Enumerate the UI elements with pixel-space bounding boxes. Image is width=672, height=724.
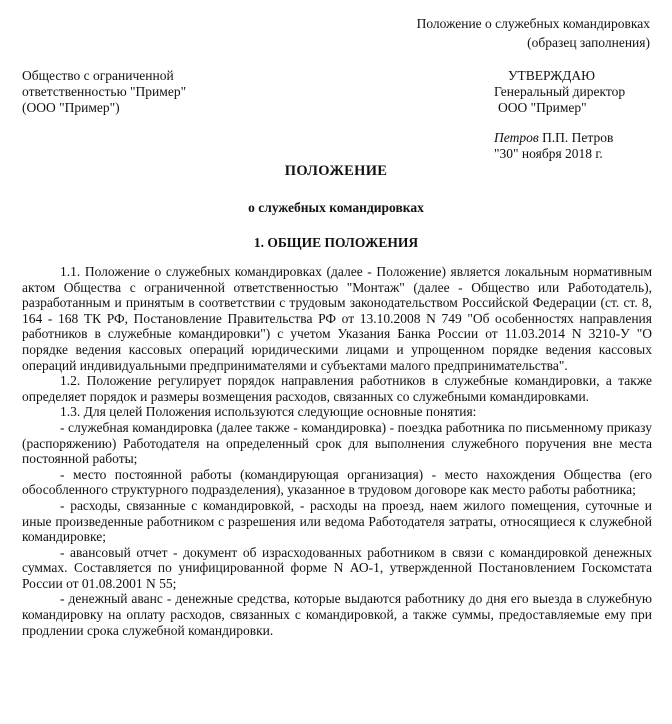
organization-line2: ответственностью "Пример": [22, 84, 187, 99]
section-1-title: 1. ОБЩИЕ ПОЛОЖЕНИЯ: [253, 235, 419, 250]
definition-cash-advance: - денежный аванс - денежные средства, которые выдаются работнику до дня его выезда в служебную командировку на оплату расходов, связанных с командировкой, а также суммы, предоставляемые ему при продлении срока служебной командировки.: [22, 591, 652, 638]
approval-position: Генеральный директор: [494, 84, 626, 99]
organization-line1: Общество с ограниченной: [22, 68, 174, 83]
document-title: ПОЛОЖЕНИЕ: [284, 163, 388, 179]
definition-business-trip: - служебная командировка (далее также - командировка) - поездка работника по письменному приказу (распоряжению) Работодателя на определенный срок для выполнения служебного поручения вне места постоянной работы;: [22, 419, 652, 467]
signatory-name: П.П. Петров: [542, 130, 614, 145]
document-reference-line1: Положение о служебных командировках: [416, 16, 650, 31]
document-reference: [417, 14, 650, 52]
signature-block: [494, 130, 613, 162]
organization-line3: (ООО "Пример"): [22, 100, 120, 115]
approval-block: [494, 68, 625, 116]
paragraph-1-3: 1.3. Для целей Положения используются следующие основные понятия:: [60, 404, 477, 420]
handwritten-signature: Петров: [494, 130, 539, 145]
definition-trip-expenses: - расходы, связанные с командировкой, - расходы на проезд, наем жилого помещения, суточные и иные произведенные работником с разрешения или ведома Работодателя затраты, относящиеся к служебной командировке;: [22, 497, 652, 545]
document-subtitle: о служебных командировках: [248, 200, 424, 215]
definition-permanent-workplace: - место постоянной работы (командирующая организация) - место нахождения Общества (его обособленного структурного подразделения), указанное в трудовом договоре как место работы работника;: [22, 466, 652, 498]
document-body: [22, 264, 652, 638]
signature-line: [494, 130, 613, 146]
approval-org: ООО "Пример": [498, 100, 587, 115]
definition-advance-report: - авансовый отчет - документ об израсходованных работником в связи с командировкой денежных суммах. Составляется по унифицированной форме N АО-1, утвержденной Постановлением Госкомстата России от 01.08.2001 N 55;: [22, 544, 652, 591]
approval-date: "30" ноября 2018 г.: [494, 146, 603, 161]
paragraph-1-1: 1.1. Положение о служебных командировках (далее - Положение) является локальным нормативным актом Общества с ограниченной ответственностью "Монтаж" (далее - Общество или Работодатель), разработанным и принятым в соответствии с трудовым законодательством Российской Федерации (ст. ст. 8, 164 - 168 ТК РФ, Постановление Правительства РФ от 13.10.2008 N 749 "Об особенностях направления работников в служебные командировки") с учетом Указания Банка России от 11.03.2014 N 3210-У "О порядке ведения кассовых операций юридическими лицами и упрощенном порядке ведения кассовых операций индивидуальными предпринимателями и субъектами малого предпринимательства".: [22, 264, 652, 373]
organization-block: [22, 68, 186, 116]
paragraph-1-2: 1.2. Положение регулирует порядок направления работников в служебные командировки, а также определяет порядок и размеры возмещения расходов, связанных со служебными командировками.: [22, 373, 652, 404]
approval-title: УТВЕРЖДАЮ: [508, 68, 596, 83]
document-reference-line2: (образец заполнения): [527, 35, 650, 50]
